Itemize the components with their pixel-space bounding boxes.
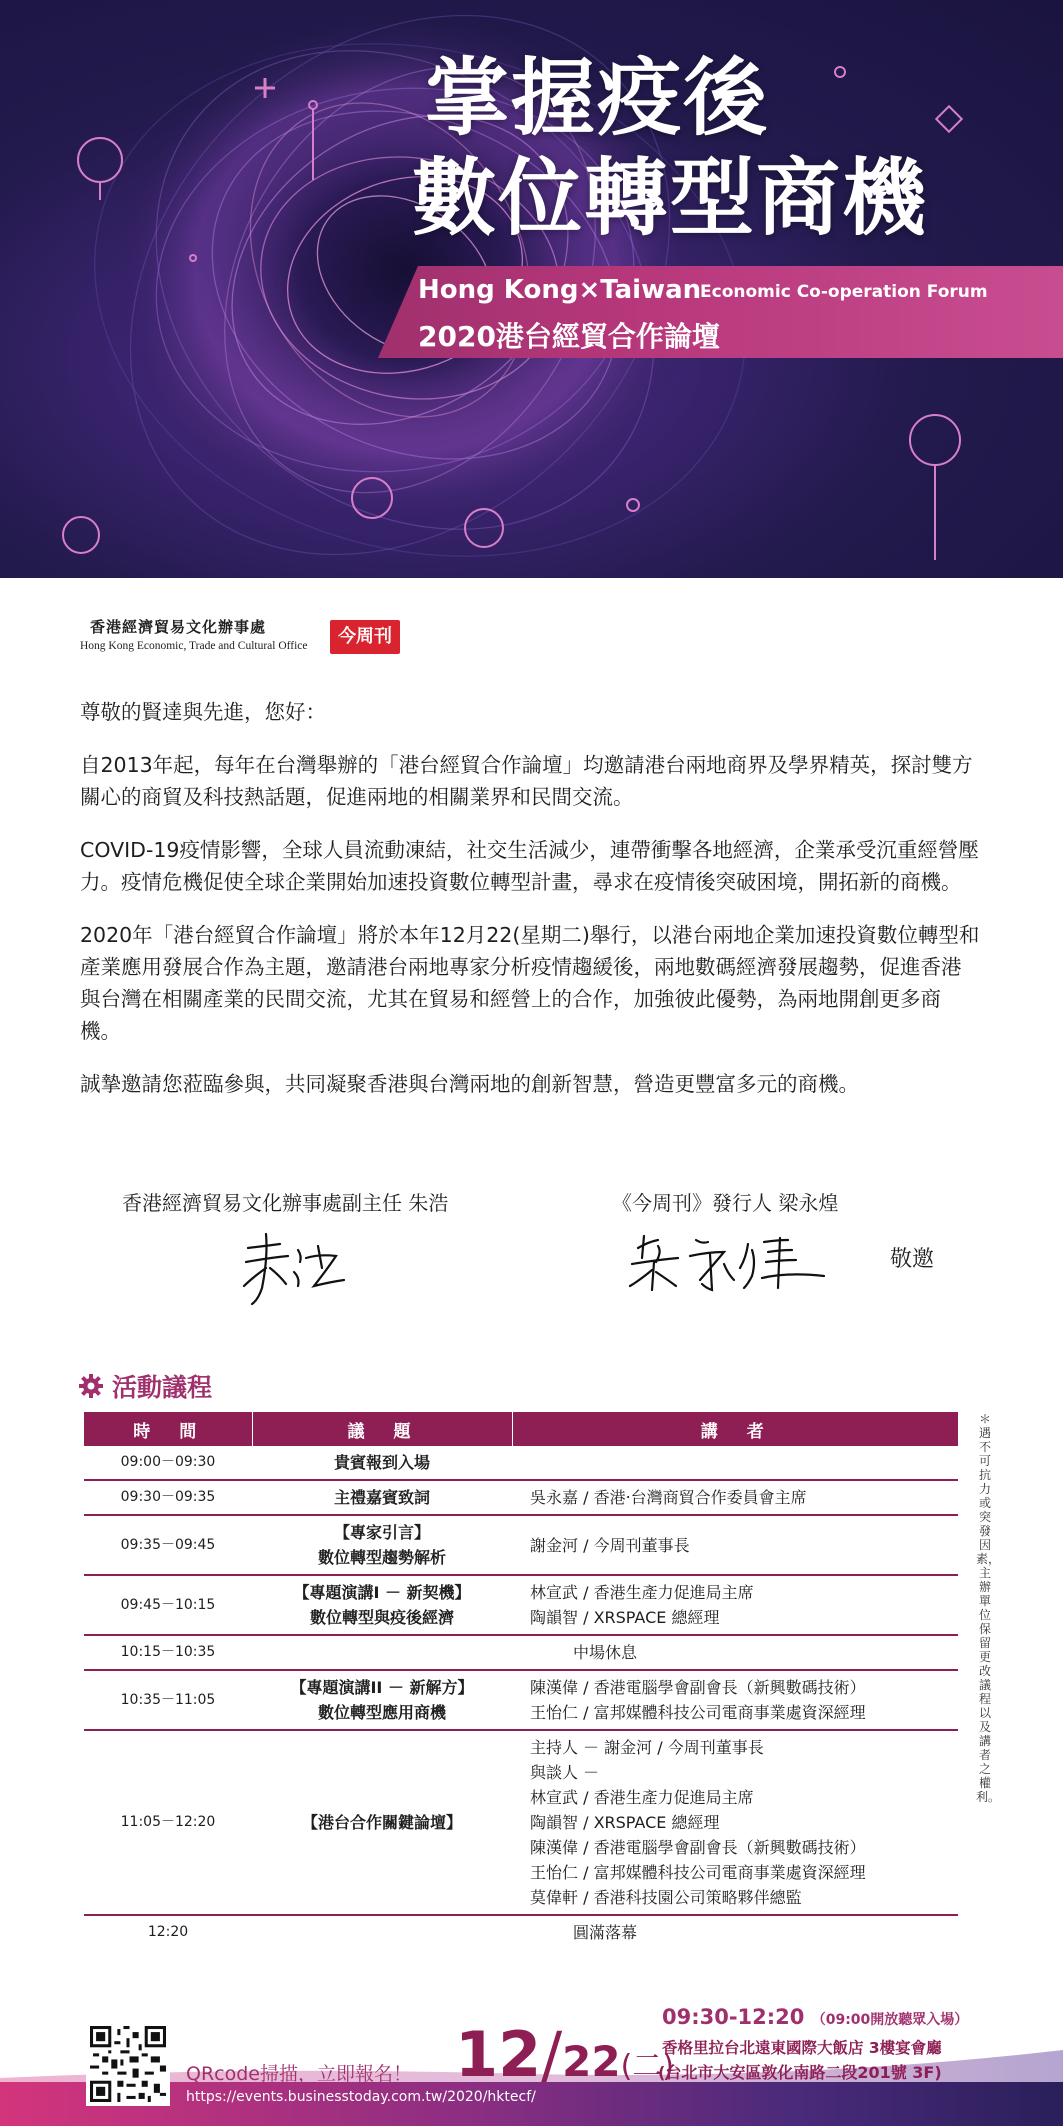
agenda-topic (252, 1446, 512, 1480)
business-today-logo: 今周刊 (330, 620, 400, 654)
agenda-topic-line: 主禮嘉賓致詞 (333, 1488, 430, 1507)
agenda-topic-line: 【港台合作關鍵論壇】 (301, 1813, 462, 1832)
header-topic: 議 題 (252, 1412, 512, 1446)
agenda-topic-line: 數位轉型應用商機 (317, 1703, 446, 1722)
event-venue: 香格里拉台北遠東國際大飯店 3樓宴會廳 (662, 2039, 942, 2057)
invitation-letter (80, 696, 980, 1121)
agenda-speaker: 王怡仁 / 富邦媒體科技公司電商事業處資深經理 (530, 1863, 866, 1882)
agenda-disclaimer: ＊ 遇不可抗力或突發因素，主辦單位保留更改議程以及講者之權利。 (976, 1412, 1001, 1804)
event-time-note: （09:00開放聽眾入場） (811, 2012, 969, 2028)
header-time: 時 間 (84, 1412, 252, 1446)
event-month: 12 (455, 2018, 542, 2091)
agenda-row (84, 1446, 958, 1480)
agenda-break: 圓滿落幕 (572, 1923, 637, 1942)
signatory-right: 《今周刊》發行人 梁永煌 (612, 1191, 839, 1215)
agenda-table (84, 1412, 958, 1949)
agenda-topic (252, 1575, 512, 1635)
hero-title-line1: 掌握疫後 (425, 49, 770, 147)
agenda-speakers (512, 1446, 958, 1480)
agenda-row (84, 1635, 958, 1670)
agenda-time: 11:05－12:20 (84, 1730, 252, 1915)
agenda-time: 10:15－10:35 (84, 1635, 252, 1670)
agenda-row (84, 1480, 958, 1515)
invite-word: 敬邀 (890, 1247, 935, 1272)
agenda-topic-line: 數位轉型與疫後經濟 (309, 1608, 454, 1627)
signature-left (240, 1228, 350, 1308)
forum-name-en: Hong Kong×Taiwan (418, 275, 702, 305)
gear-icon (78, 1373, 104, 1399)
letter-paragraph-2: COVID-19疫情影響，全球人員流動凍結，社交生活減少，連帶衝擊各地經濟，企業承受沉重經營壓力。疫情危機促使全球企業開始加速投資數位轉型計畫，尋求在疫情後突破困境，開拓新的商機。 (80, 838, 979, 894)
event-address: (台北市大安區敦化南路二段201號 3F) (658, 2063, 942, 2082)
agenda-topic-line: 【專家引言】 (333, 1523, 430, 1542)
agenda-speakers (512, 1480, 958, 1515)
agenda-time: 12:20 (147, 1924, 189, 1940)
agenda-speaker: 林宣武 / 香港生產力促進局主席 (530, 1788, 754, 1807)
hketco-logo-zh: 香港經濟貿易文化辦事處 (90, 618, 267, 636)
agenda-topic (252, 1515, 512, 1575)
agenda-row (84, 1670, 958, 1730)
registration-link[interactable]: https://events.businesstoday.com.tw/2020/hktecf/ (186, 2089, 536, 2105)
agenda-title (78, 1368, 212, 1404)
agenda-speakers (512, 1730, 958, 1915)
agenda-title-text: 活動議程 (112, 1373, 213, 1402)
agenda-time: 09:45－10:15 (84, 1575, 252, 1635)
event-time (662, 2005, 968, 2029)
agenda-speakers (512, 1670, 958, 1730)
heart-pulse-icon (63, 517, 99, 553)
agenda-row (84, 1515, 958, 1575)
agenda-speaker: 陳漢偉 / 香港電腦學會副會長（新興數碼技術） (530, 1838, 866, 1857)
forum-name-zh: 2020港台經貿合作論壇 (418, 320, 720, 353)
agenda-speaker: 陶韻智 / XRSPACE 總經理 (530, 1608, 720, 1627)
signature-right (628, 1228, 828, 1298)
agenda-topic (252, 1670, 512, 1730)
agenda-row (84, 1915, 958, 1949)
hero-title-line2: 數位轉型商機 (412, 149, 929, 247)
agenda-break: 中場休息 (252, 1635, 958, 1670)
agenda-time: 09:30－09:35 (84, 1480, 252, 1515)
agenda-topic (252, 1730, 512, 1915)
agenda-topic-line: 貴賓報到入場 (333, 1453, 430, 1472)
registration-qr-code[interactable] (86, 2022, 170, 2106)
signatory-left: 香港經濟貿易文化辦事處副主任 朱浩 (122, 1191, 449, 1215)
letter-paragraph-4: 誠摯邀請您蒞臨參與，共同凝聚香港與台灣兩地的創新智慧，營造更豐富多元的商機。 (80, 1072, 859, 1096)
hketco-logo-en: Hong Kong Economic, Trade and Cultural Office (80, 640, 308, 652)
agenda-topic (252, 1480, 512, 1515)
dna-icon (910, 415, 960, 465)
event-time-range: 09:30-12:20 (662, 2005, 805, 2029)
forum-name-en-sub: Economic Co-operation Forum (700, 282, 988, 302)
agenda-speakers (512, 1515, 958, 1575)
agenda-topic-line: 【專題演講II － 新解方】 (290, 1678, 474, 1697)
event-day: 22 (562, 2037, 621, 2086)
letter-greeting: 尊敬的賢達與先進，您好： (80, 700, 326, 724)
plane-pin-icon (78, 138, 122, 182)
letter-paragraph-3: 2020年「港台經貿合作論壇」將於本年12月22(星期二)舉行，以港台兩地企業加速投資數位轉型和產業應用發展合作為主題，邀請港台兩地專家分析疫情趨緩後，兩地數碼經濟發展趨勢，促進香港與台灣在相關產業的民間交流，尤其在貿易和經營上的合作，加強彼此優勢，為兩地開創更多商機。 (80, 923, 980, 1043)
agenda-speakers (512, 1575, 958, 1635)
header-speaker: 講 者 (512, 1412, 958, 1446)
agenda-speaker: 莫偉軒 / 香港科技園公司策略夥伴總監 (530, 1888, 802, 1907)
agenda-time: 09:00－09:30 (84, 1446, 252, 1480)
agenda-topic-line: 【專題演講I － 新契機】 (293, 1583, 471, 1602)
hero-banner (0, 0, 1063, 578)
agenda-speaker: 主持人 － 謝金河 / 今周刊董事長 (530, 1738, 764, 1757)
qr-label: QRcode掃描，立即報名！ (186, 2063, 412, 2085)
agenda-time: 10:35－11:05 (84, 1670, 252, 1730)
agenda-speaker: 王怡仁 / 富邦媒體科技公司電商事業處資深經理 (530, 1703, 866, 1722)
agenda-speaker: 謝金河 / 今周刊董事長 (530, 1535, 690, 1555)
agenda-topic-line: 數位轉型趨勢解析 (317, 1548, 446, 1567)
agenda-speaker: 林宣武 / 香港生產力促進局主席 (530, 1583, 754, 1602)
agenda-time: 09:35－09:45 (84, 1515, 252, 1575)
agenda-row (84, 1730, 958, 1915)
event-weekday: (二) (620, 2049, 675, 2084)
agenda-speaker: 陶韻智 / XRSPACE 總經理 (530, 1813, 720, 1832)
hketco-logo (80, 616, 330, 652)
event-date (455, 2018, 674, 2091)
letter-paragraph-1: 自2013年起，每年在台灣舉辦的「港台經貿合作論壇」均邀請港台兩地商界及學界精英，探討雙方關心的商貿及科技熱話題，促進兩地的相關業界和民間交流。 (80, 753, 973, 809)
agenda-header-row (84, 1412, 958, 1446)
agenda-speaker: 與談人 － (530, 1763, 600, 1782)
date-slash: / (541, 2018, 563, 2091)
agenda-speaker: 陳漢偉 / 香港電腦學會副會長（新興數碼技術） (530, 1678, 866, 1697)
agenda-speaker: 吳永嘉 / 香港‧台灣商貿合作委員會主席 (530, 1488, 807, 1507)
agenda-row (84, 1575, 958, 1635)
